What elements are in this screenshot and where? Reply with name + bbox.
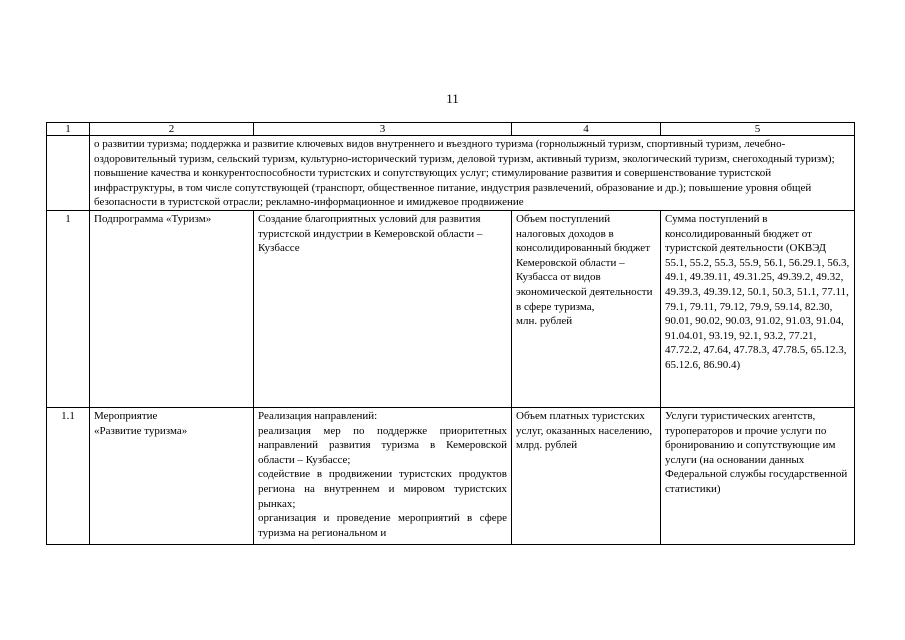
column-header-1: 1 [47,123,90,136]
row-calculation-method: Услуги туристических агентств, туроператоров и прочие услуги по бронированию и сопутствующие им услуги (на основании данных Федеральной службы государственной статистики) [661,407,855,544]
page-number: 11 [446,91,459,106]
continuation-empty-cell [47,136,90,211]
row-name-line-2: «Развитие туризма» [94,424,188,437]
column-header-5: 5 [661,123,855,136]
row-name: Подпрограмма «Туризм» [90,210,254,407]
column-number-row [47,123,855,136]
program-table [46,122,855,545]
description-line: реализация мер по поддержке приоритетных направлений развития туризма в Кемеровской области – Кузбассе; [258,424,507,466]
row-calculation-method: Сумма поступлений в консолидированный бюджет от туристской деятельности (ОКВЭД 55.1, 55.2, 55.3, 55.9, 56.1, 56.29.1, 56.3, 49.1, 49.39.11, 49.31.25, 49.39.2, 49.32, 49.39.3, 49.39.12, 50.1, 50.3, 51.1, 77.11, 79.1, 79.11, 79.12, 79.9, 59.14, 82.30, 90.01, 90.02, 90.03, 91.02, 91.03, 91.04, 91.04.01, 93.19, 92.1, 93.2, 77.21, 47.72.2, 47.64, 47.78.3, 47.78.5, 65.12.3, 65.12.6, 86.90.4) [661,210,855,407]
row-name [90,407,254,544]
column-header-2: 2 [90,123,254,136]
indicator-text: Объем платных туристских услуг, оказанных населению, [516,409,653,437]
description-line: содействие в продвижении туристских продуктов региона на внутреннем и мировом туристских рынках; [258,468,507,510]
row-number: 1.1 [47,407,90,544]
description-line: Реализация направлений: [258,409,378,422]
table-row-activity [47,407,855,544]
description-line: Создание благоприятных условий для развития туристской индустрии в Кемеровской области – Кузбассе [258,212,483,255]
continuation-row [47,136,855,211]
indicator-unit: млрд. рублей [516,439,578,452]
table-row-subprogram [47,210,855,407]
row-number: 1 [47,210,90,407]
row-description [254,210,512,407]
column-header-3: 3 [254,123,512,136]
continuation-text: о развитии туризма; поддержка и развитие ключевых видов внутреннего и въездного туризма (горнолыжный туризм, спортивный туризм, лечебно-оздоровительный туризм, сельский туризм, культурно-исторический туризм, деловой туризм, активный туризм, экологический туризм, снегоходный туризм); повышение качества и конкурентоспособности туристских и сопутствующих услуг; стимулирование развития и совершенствование туристской инфраструктуры, в том числе сопутствующей (транспорт, общественное питание, индустрия развлечений, образование и др.); повышение уровня общей безопасности в туристской отрасли; рекламно-информационное и имиджевое продвижение [90,136,855,211]
description-line: организация и проведение мероприятий в сфере туризма на региональном и [258,512,507,539]
row-description [254,407,512,544]
row-indicator [512,407,661,544]
row-name-line-1: Мероприятие [94,409,158,422]
indicator-text: Объем поступлений налоговых доходов в консолидированный бюджет Кемеровской области – Кузбасса от видов экономической деятельности в сфере туризма, [516,212,653,313]
indicator-unit: млн. рублей [516,315,573,328]
column-header-4: 4 [512,123,661,136]
row-indicator [512,210,661,407]
